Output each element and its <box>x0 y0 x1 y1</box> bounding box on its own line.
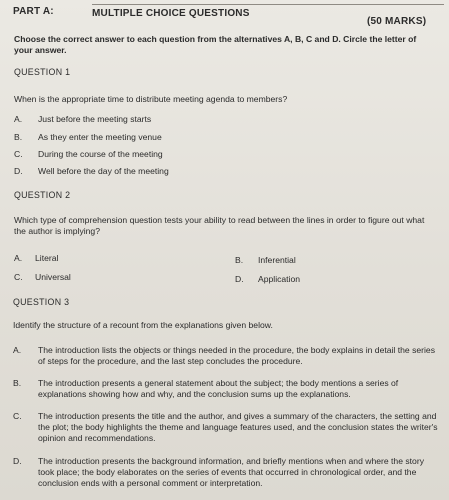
question-2-text: Which type of comprehension question tests your ability to read between the lines in order to figure out what the author is implying? <box>14 215 425 236</box>
q2-option-c-letter[interactable]: C. <box>14 272 23 282</box>
question-1-heading: QUESTION 1 <box>14 67 71 77</box>
q3-option-a-letter[interactable]: A. <box>13 345 22 355</box>
q2-option-a-letter[interactable]: A. <box>14 253 23 263</box>
q1-option-b-letter[interactable]: B. <box>14 132 23 142</box>
q1-option-c-letter[interactable]: C. <box>14 149 23 159</box>
q2-option-b-text: Inferential <box>258 255 296 265</box>
q3-option-c-letter[interactable]: C. <box>13 411 22 421</box>
q1-option-c-text: During the course of the meeting <box>38 149 163 159</box>
q3-option-d-letter[interactable]: D. <box>13 456 22 466</box>
q1-option-d-text: Well before the day of the meeting <box>38 166 169 176</box>
question-3-heading: QUESTION 3 <box>13 297 70 307</box>
q3-option-b-letter[interactable]: B. <box>13 378 22 388</box>
q3-option-b-text: The introduction presents a general statement about the subject; the body mentions a series of explanations showing how and why, and the conclusion sums up the explanations. <box>38 378 399 399</box>
question-1-text: When is the appropriate time to distribute meeting agenda to members? <box>14 94 288 104</box>
q2-option-a-text: Literal <box>35 253 59 263</box>
q1-option-a-text: Just before the meeting starts <box>38 114 152 124</box>
instructions: Choose the correct answer to each question from the alternatives A, B, C and D. Circle the letter of your answer. <box>14 34 417 55</box>
q1-option-b-text: As they enter the meeting venue <box>38 132 162 142</box>
q1-option-a-letter[interactable]: A. <box>14 114 23 124</box>
q3-option-d-text: The introduction presents the background information, and briefly mentions when and where the story took place; the body elaborates on the series of events that occurred in chronological order, and the conclusion ends with a personal comment or interpretation. <box>38 456 424 488</box>
q2-option-d-letter[interactable]: D. <box>235 274 244 284</box>
section-title: MULTIPLE CHOICE QUESTIONS <box>92 8 250 19</box>
q3-option-c-text: The introduction presents the title and the author, and gives a summary of the characters, the setting and the plot; the body highlights the theme and language features used, and the conclusion states the writer's opinion and recommendations. <box>38 411 438 443</box>
q2-option-b-letter[interactable]: B. <box>235 255 244 265</box>
marks-label: (50 MARKS) <box>367 16 427 27</box>
q2-option-d-text: Application <box>258 274 301 284</box>
q2-option-c-text: Universal <box>35 272 71 282</box>
question-2-heading: QUESTION 2 <box>14 190 71 200</box>
top-rule <box>92 4 444 5</box>
question-3-text: Identify the structure of a recount from the explanations given below. <box>13 320 273 330</box>
q1-option-d-letter[interactable]: D. <box>14 166 23 176</box>
part-label: PART A: <box>13 6 54 17</box>
q3-option-a-text: The introduction lists the objects or things needed in the procedure, the body explains in detail the series of steps for the procedure, and the last step concludes the procedure. <box>38 345 435 366</box>
